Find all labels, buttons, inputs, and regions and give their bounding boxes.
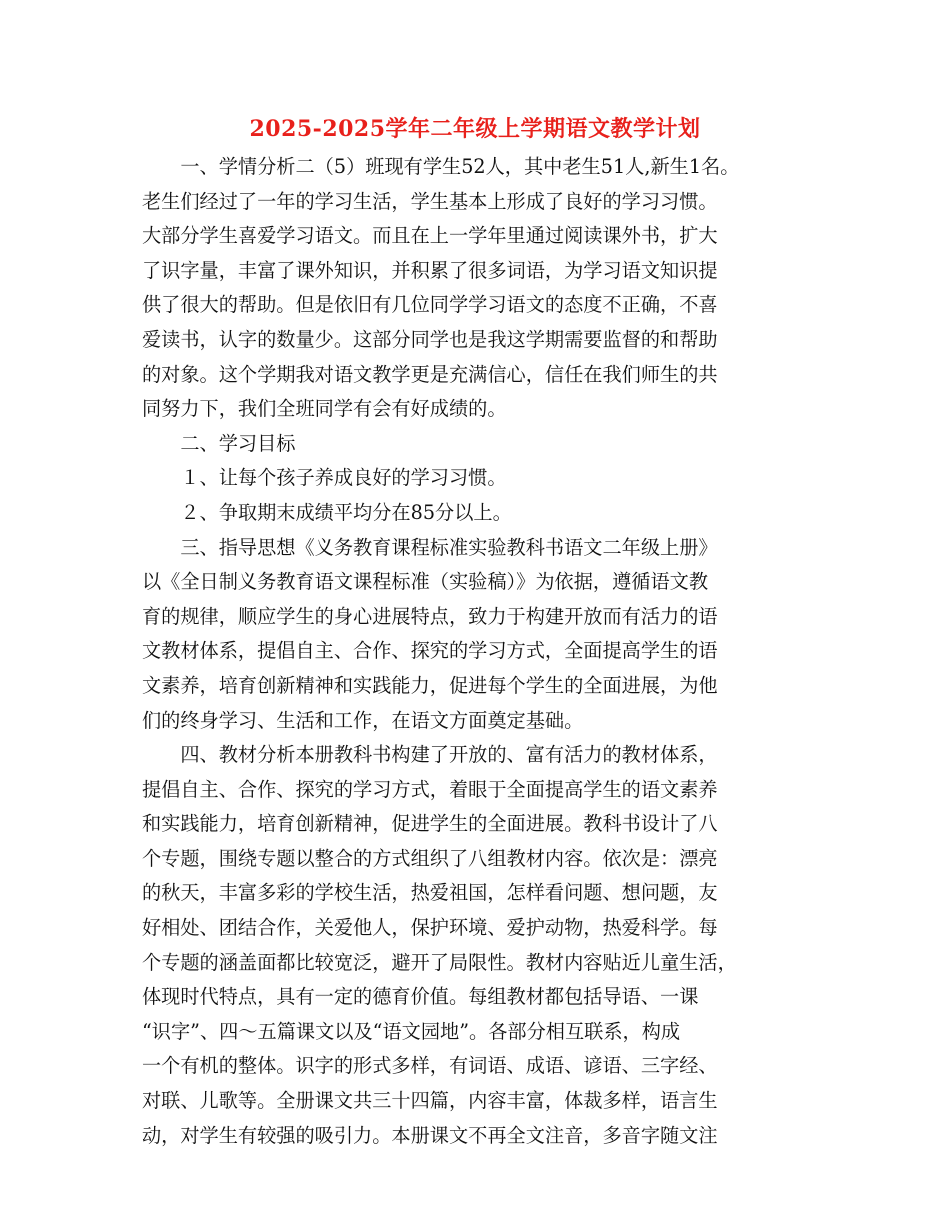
document-body xyxy=(142,150,842,1153)
text-line: 爱读书，认字的数量少。这部分同学也是我这学期需要监督的和帮助 xyxy=(142,327,718,351)
text-line: 三、指导思想《义务教育课程标准实验教科书语文二年级上册》 xyxy=(142,535,718,559)
text-line: 大部分学生喜爱学习语文。而且在上一学年里通过阅读课外书，扩大 xyxy=(142,224,718,248)
text-line: 育的规律，顺应学生的身心进展特点，致力于构建开放而有活力的语 xyxy=(142,604,718,628)
text-line: 和实践能力，培育创新精神，促进学生的全面进展。教科书设计了八 xyxy=(142,812,718,836)
text-line: 动，对学生有较强的吸引力。本册课文不再全文注音，多音字随文注 xyxy=(142,1123,718,1147)
text-line: 一、学情分析二（5）班现有学生52人，其中老生51人,新生1名。 xyxy=(142,155,740,178)
text-line: 二、学习目标 xyxy=(142,431,296,455)
text-line: ２、争取期末成绩平均分在85分以上。 xyxy=(142,500,512,524)
text-line: 文素养，培育创新精神和实践能力，促进每个学生的全面进展，为他 xyxy=(142,673,718,697)
text-line: 个专题的涵盖面都比较宽泛，避开了局限性。教材内容贴近儿童生活， xyxy=(142,950,737,974)
text-line: 个专题，围绕专题以整合的方式组织了八组教材内容。依次是：漂亮 xyxy=(142,846,718,870)
text-line: 一个有机的整体。识字的形式多样，有词语、成语、谚语、三字经、 xyxy=(142,1054,718,1078)
text-line: “识字”、四～五篇课文以及“语文园地”。各部分相互联系，构成 xyxy=(142,1019,681,1043)
text-line: 的对象。这个学期我对语文教学更是充满信心，信任在我们师生的共 xyxy=(142,362,718,386)
text-line: 好相处、团结合作，关爱他人，保护环境、爱护动物，热爱科学。每 xyxy=(142,916,718,940)
text-line: 对联、儿歌等。全册课文共三十四篇，内容丰富，体裁多样，语言生 xyxy=(142,1089,718,1113)
text-line: 同努力下，我们全班同学有会有好成绩的。 xyxy=(142,397,507,421)
text-line: 的秋天，丰富多彩的学校生活，热爱祖国，怎样看问题、想问题，友 xyxy=(142,881,718,905)
text-line: 四、教材分析本册教科书构建了开放的、富有活力的教材体系， xyxy=(142,743,718,767)
text-line: 供了很大的帮助。但是依旧有几位同学学习语文的态度不正确，不喜 xyxy=(142,293,718,317)
text-line: 以《全日制义务教育语文课程标准（实验稿）》为依据，遵循语文教 xyxy=(142,570,709,594)
text-line: 体现时代特点，具有一定的德育价值。每组教材都包括导语、一课 xyxy=(142,985,699,1009)
document-title: 2025-2025学年二年级上学期语文教学计划 xyxy=(249,116,701,142)
text-line: 文教材体系，提倡自主、合作、探究的学习方式，全面提高学生的语 xyxy=(142,639,718,663)
text-line: 提倡自主、合作、探究的学习方式，着眼于全面提高学生的语文素养 xyxy=(142,777,718,801)
text-line: 们的终身学习、生活和工作，在语文方面奠定基础。 xyxy=(142,708,584,732)
text-line: 老生们经过了一年的学习生活，学生基本上形成了良好的学习习惯。 xyxy=(142,189,718,213)
text-line: 了识字量，丰富了课外知识，并积累了很多词语，为学习语文知识提 xyxy=(142,258,718,282)
text-line: １、让每个孩子养成良好的学习习惯。 xyxy=(142,466,507,490)
